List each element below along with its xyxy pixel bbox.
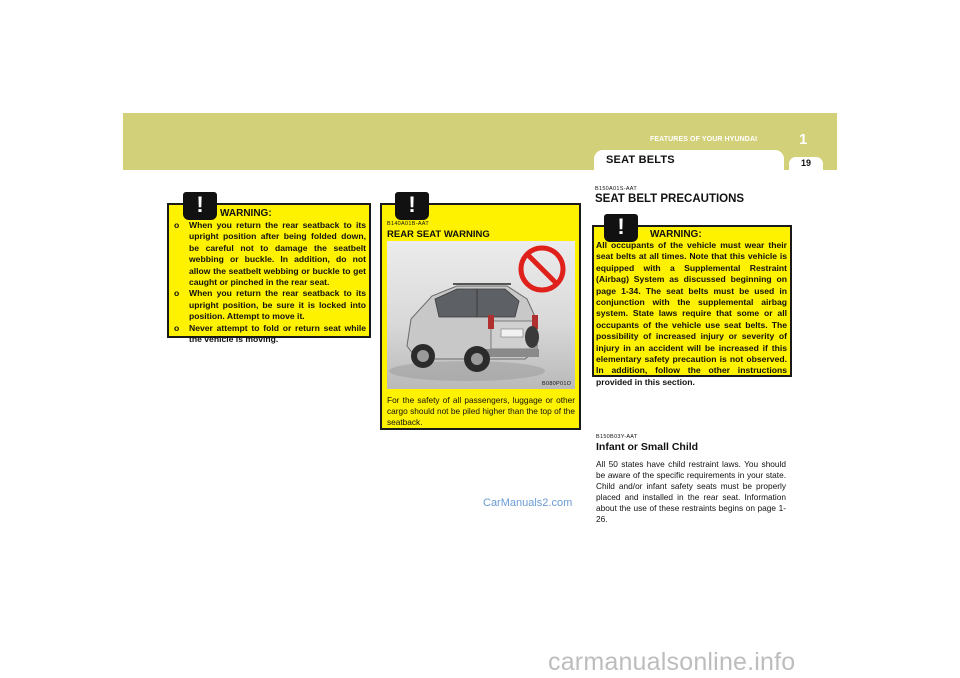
warning-title: WARNING: [650,229,702,240]
vehicle-cargo-photo [387,241,575,389]
chapter-number: 1 [799,131,808,148]
carmanuals-link[interactable]: CarManuals2.com [483,497,573,509]
infant-small-child-title: Infant or Small Child [596,441,699,453]
warning-list-item: o Never attempt to fold or return seat while the vehicle is moving. [174,322,366,345]
warning-list [170,220,366,345]
rear-seat-warning-text: For the safety of all passengers, luggage or other cargo should not be piled higher than the top of the seatback. [387,395,575,427]
section-code: B140A01B-AAT [387,221,430,227]
section-tab-label: SEAT BELTS [606,154,675,166]
infant-small-child-text: All 50 states have child restraint laws. You should be aware of the specific requirements in your state. Child and/or infant safety seats must be properly placed and installed in the rear seat. Information about the use of these restraints begins on page 1-26. [596,459,786,524]
chapter-title: FEATURES OF YOUR HYUNDAI [650,136,758,143]
warning-exclamation-icon: ! [604,214,638,242]
seat-belt-warning-text: All occupants of the vehicle must wear their seat belts at all times. Note that this vehicle is equipped with a Supplemental Restraint (Airbag) System as discussed beginning on page 1-34. The seat belts must be used in conjunction with the supplemental airbag system. State laws require that some or all occupants of the vehicle use seat belts. The possibility of increased injury or severity of injury in an accident will be increased if this elementary safety precaution is not observed. In addition, follow the other instructions provided in this section. [596,240,787,387]
page-number: 19 [800,158,811,168]
warning-exclamation-icon: ! [183,192,217,220]
warning-list-item: o When you return the rear seatback to its upright position, be sure it is locked into position. Attempt to move it. [174,288,366,322]
seat-belt-precautions-title: SEAT BELT PRECAUTIONS [595,193,745,205]
warning-title: WARNING: [220,208,272,219]
section-code: B150A01S-AAT [595,186,638,192]
footer-watermark: carmanualsonline.info [548,648,796,676]
warning-list-item: o When you return the rear seatback to its upright position after being folded down, be careful not to damage the seatbelt webbing or buckle. In addition, do not allow the seatbelt webbing or buckle to get caught or pinched in the rear seat. [174,220,366,288]
suv-rear-illustration [387,241,575,389]
warning-exclamation-icon: ! [395,192,429,220]
section-code: B150B03Y-AAT [596,434,638,440]
image-code: B080P01O [542,381,572,387]
prohibition-icon [521,248,563,290]
rear-seat-warning-title: REAR SEAT WARNING [387,229,490,240]
